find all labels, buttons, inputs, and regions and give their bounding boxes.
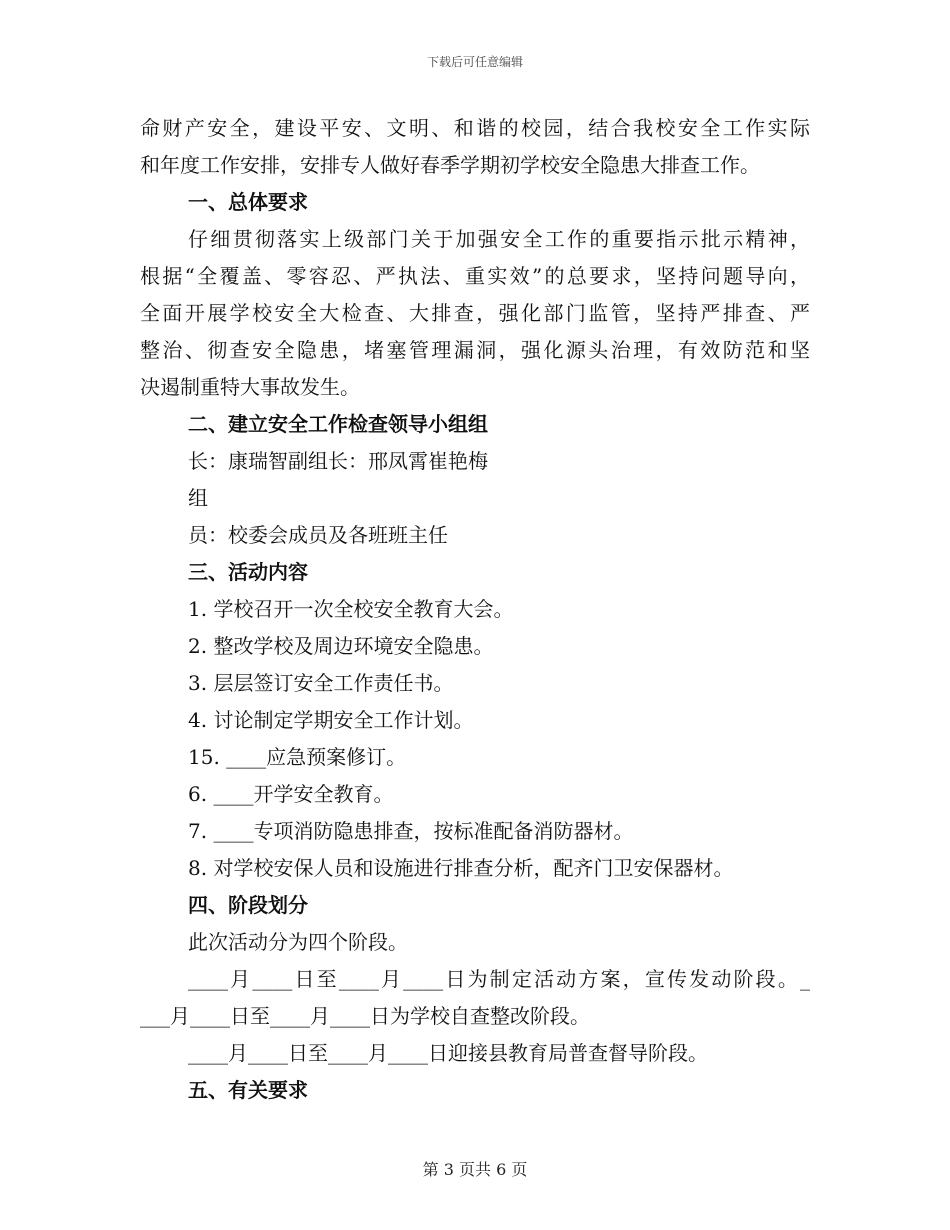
text-line: 15. ____应急预案修订。 bbox=[188, 745, 407, 769]
text-line: ____月____日至____月____日为制定活动方案，宣传发动阶段。_ bbox=[188, 967, 810, 991]
text-line: 仔细贯彻落实上级部门关于加强安全工作的重要指示批示精神， bbox=[188, 227, 810, 251]
text-line: 2. 整改学校及周边环境安全隐患。 bbox=[188, 634, 494, 658]
page-header: 下载后可任意编辑 bbox=[426, 55, 523, 69]
section-heading: 五、有关要求 bbox=[188, 1078, 308, 1102]
text-line: ____月____日至____月____日迎接县教育局普查督导阶段。 bbox=[188, 1041, 708, 1065]
text-line: 此次活动分为四个阶段。 bbox=[188, 930, 408, 954]
section-heading: 二、建立安全工作检查领导小组组 bbox=[188, 412, 488, 436]
text-line: 4. 讨论制定学期安全工作计划。 bbox=[188, 708, 474, 732]
section-heading: 一、总体要求 bbox=[188, 190, 308, 214]
text-line: 8. 对学校安保人员和设施进行排查分析，配齐门卫安保器材。 bbox=[188, 856, 734, 880]
text-line: 6. ____开学安全教育。 bbox=[188, 782, 394, 806]
text-line: 全面开展学校安全大检查、大排查，强化部门监管，坚持严排查、严 bbox=[140, 301, 810, 325]
text-line: 1. 学校召开一次全校安全教育大会。 bbox=[188, 597, 514, 621]
text-line: 整治、彻查安全隐患，堵塞管理漏洞，强化源头治理，有效防范和坚 bbox=[140, 338, 810, 362]
document-body bbox=[140, 110, 810, 1109]
text-line: 3. 层层签订安全工作责任书。 bbox=[188, 671, 454, 695]
page-footer: 第 3 页共 6 页 bbox=[422, 1160, 528, 1179]
text-line: ___月____日至____月____日为学校自查整改阶段。 bbox=[140, 1004, 590, 1028]
text-line: 7. ____专项消防隐患排查，按标准配备消防器材。 bbox=[188, 819, 634, 843]
text-line: 长：康瑞智副组长：邢凤霄崔艳梅 bbox=[188, 449, 488, 473]
section-heading: 三、活动内容 bbox=[188, 560, 308, 584]
text-line: 命财产安全，建设平安、文明、和谐的校园，结合我校安全工作实际 bbox=[140, 116, 810, 140]
section-heading: 四、阶段划分 bbox=[188, 893, 308, 917]
text-line: 决遏制重特大事故发生。 bbox=[140, 375, 360, 399]
text-line: 组 bbox=[188, 486, 208, 510]
text-line: 根据“全覆盖、零容忍、严执法、重实效”的总要求，坚持问题导向， bbox=[140, 264, 810, 288]
text-line: 员：校委会成员及各班班主任 bbox=[188, 523, 448, 547]
text-line: 和年度工作安排，安排专人做好春季学期初学校安全隐患大排查工作。 bbox=[140, 153, 760, 177]
